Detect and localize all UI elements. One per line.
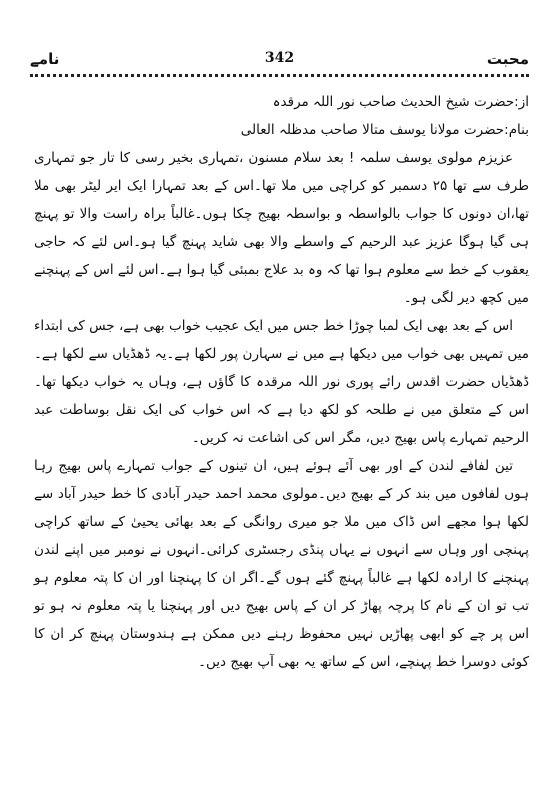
letter-body [34, 88, 529, 676]
to-line: بنام:حضرت مولانا یوسف متالا صاحب مدظلہ العالی [240, 122, 529, 138]
paragraph-2: اس کے بعد بھی ایک لمبا چوڑا خط جس میں ایک عجیب خواب بھی ہے، جس کی ابتداء میں تمہیں بھی خواب میں دیکھا ہے میں نے سہارن پور لکھا ہے۔یہ ڈھڈیاں سے لکھا ہے۔ڈھڈیاں حضرت اقدس رائے پوری نور اللہ مرقدہ کا گاؤں ہے، وہاں یہ خواب دیکھا تھا۔اس کے متعلق میں نے طلحہ کو لکھ دیا ہے کہ اس خواب کی ایک نقل بوساطت عبد الرحیم تمہارے پاس بھیج دیں، مگر اس کی اشاعت نہ کریں۔ [34, 318, 529, 446]
header-title-right: محبت [486, 50, 529, 68]
header-title-left: نامے [30, 50, 60, 68]
paragraph-3: تین لفافے لندن کے اور بھی آئے ہوئے ہیں، ان تینوں کے جواب تمہارے پاس بھیج رہا ہوں لفافوں میں بند کر کے بھیج دیں۔مولوی محمد احمد حیدر آبادی کا خط حیدر آباد سے لکھا ہوا مجھے اس ڈاک میں ملا جو میری روانگی کے بعد بھائی یحییٰ کے ساتھ کراچی پہنچی اور وہاں سے انہوں نے یہاں پنڈی رجسٹری کرائی۔انہوں نے نومبر میں اپنے لندن پہنچنے کا ارادہ لکھا ہے غالباً پہنچ گئے ہوں گے۔اگر ان کا پہنچنا اور ان کا پتہ معلوم ہو تب تو ان کے نام کا پرچہ پھاڑ کر ان کے پاس بھیج دیں اور پہنچنا یا پتہ معلوم نہ ہو تو اس پر چے کو ابھی پھاڑیں نہیں محفوظ رہنے دیں ممکن ہے ہندوستان پہنچ کر ان کا کوئی دوسرا خط پہنچے، اس کے ساتھ یہ بھی آپ بھیج دیں۔ [34, 458, 529, 670]
page-number: 342 [264, 50, 295, 66]
page-header [30, 50, 529, 74]
paragraph-1: عزیزم مولوی یوسف سلمہ ! بعد سلام مسنون ،تمہاری بخیر رسی کا تار جو تمہاری طرف سے تھا ۲۵ دسمبر کو کراچی میں ملا تھا۔اس کے بعد تمہارا ایک ایر لیٹر بھی ملا تھا،ان دونوں کا جواب بالواسطہ و بواسطہ بھیج چکا ہوں۔غالباً براہ راست والا تو پہنچ ہی گیا ہوگا عزیز عبد الرحیم کے واسطے والا بھی شاید پہنچ گیا ہو۔اس لئے کہ حاجی یعقوب کے خط سے معلوم ہوا تھا کہ وہ بد علاج بمبئی گیا ہوا ہے۔اس لئے اس کے پہنچنے میں کچھ دیر لگی ہو۔ [34, 150, 529, 306]
from-line: از:حضرت شیخ الحدیث صاحب نور اللہ مرقدہ [272, 94, 529, 110]
header-dotted-rule [30, 74, 529, 77]
